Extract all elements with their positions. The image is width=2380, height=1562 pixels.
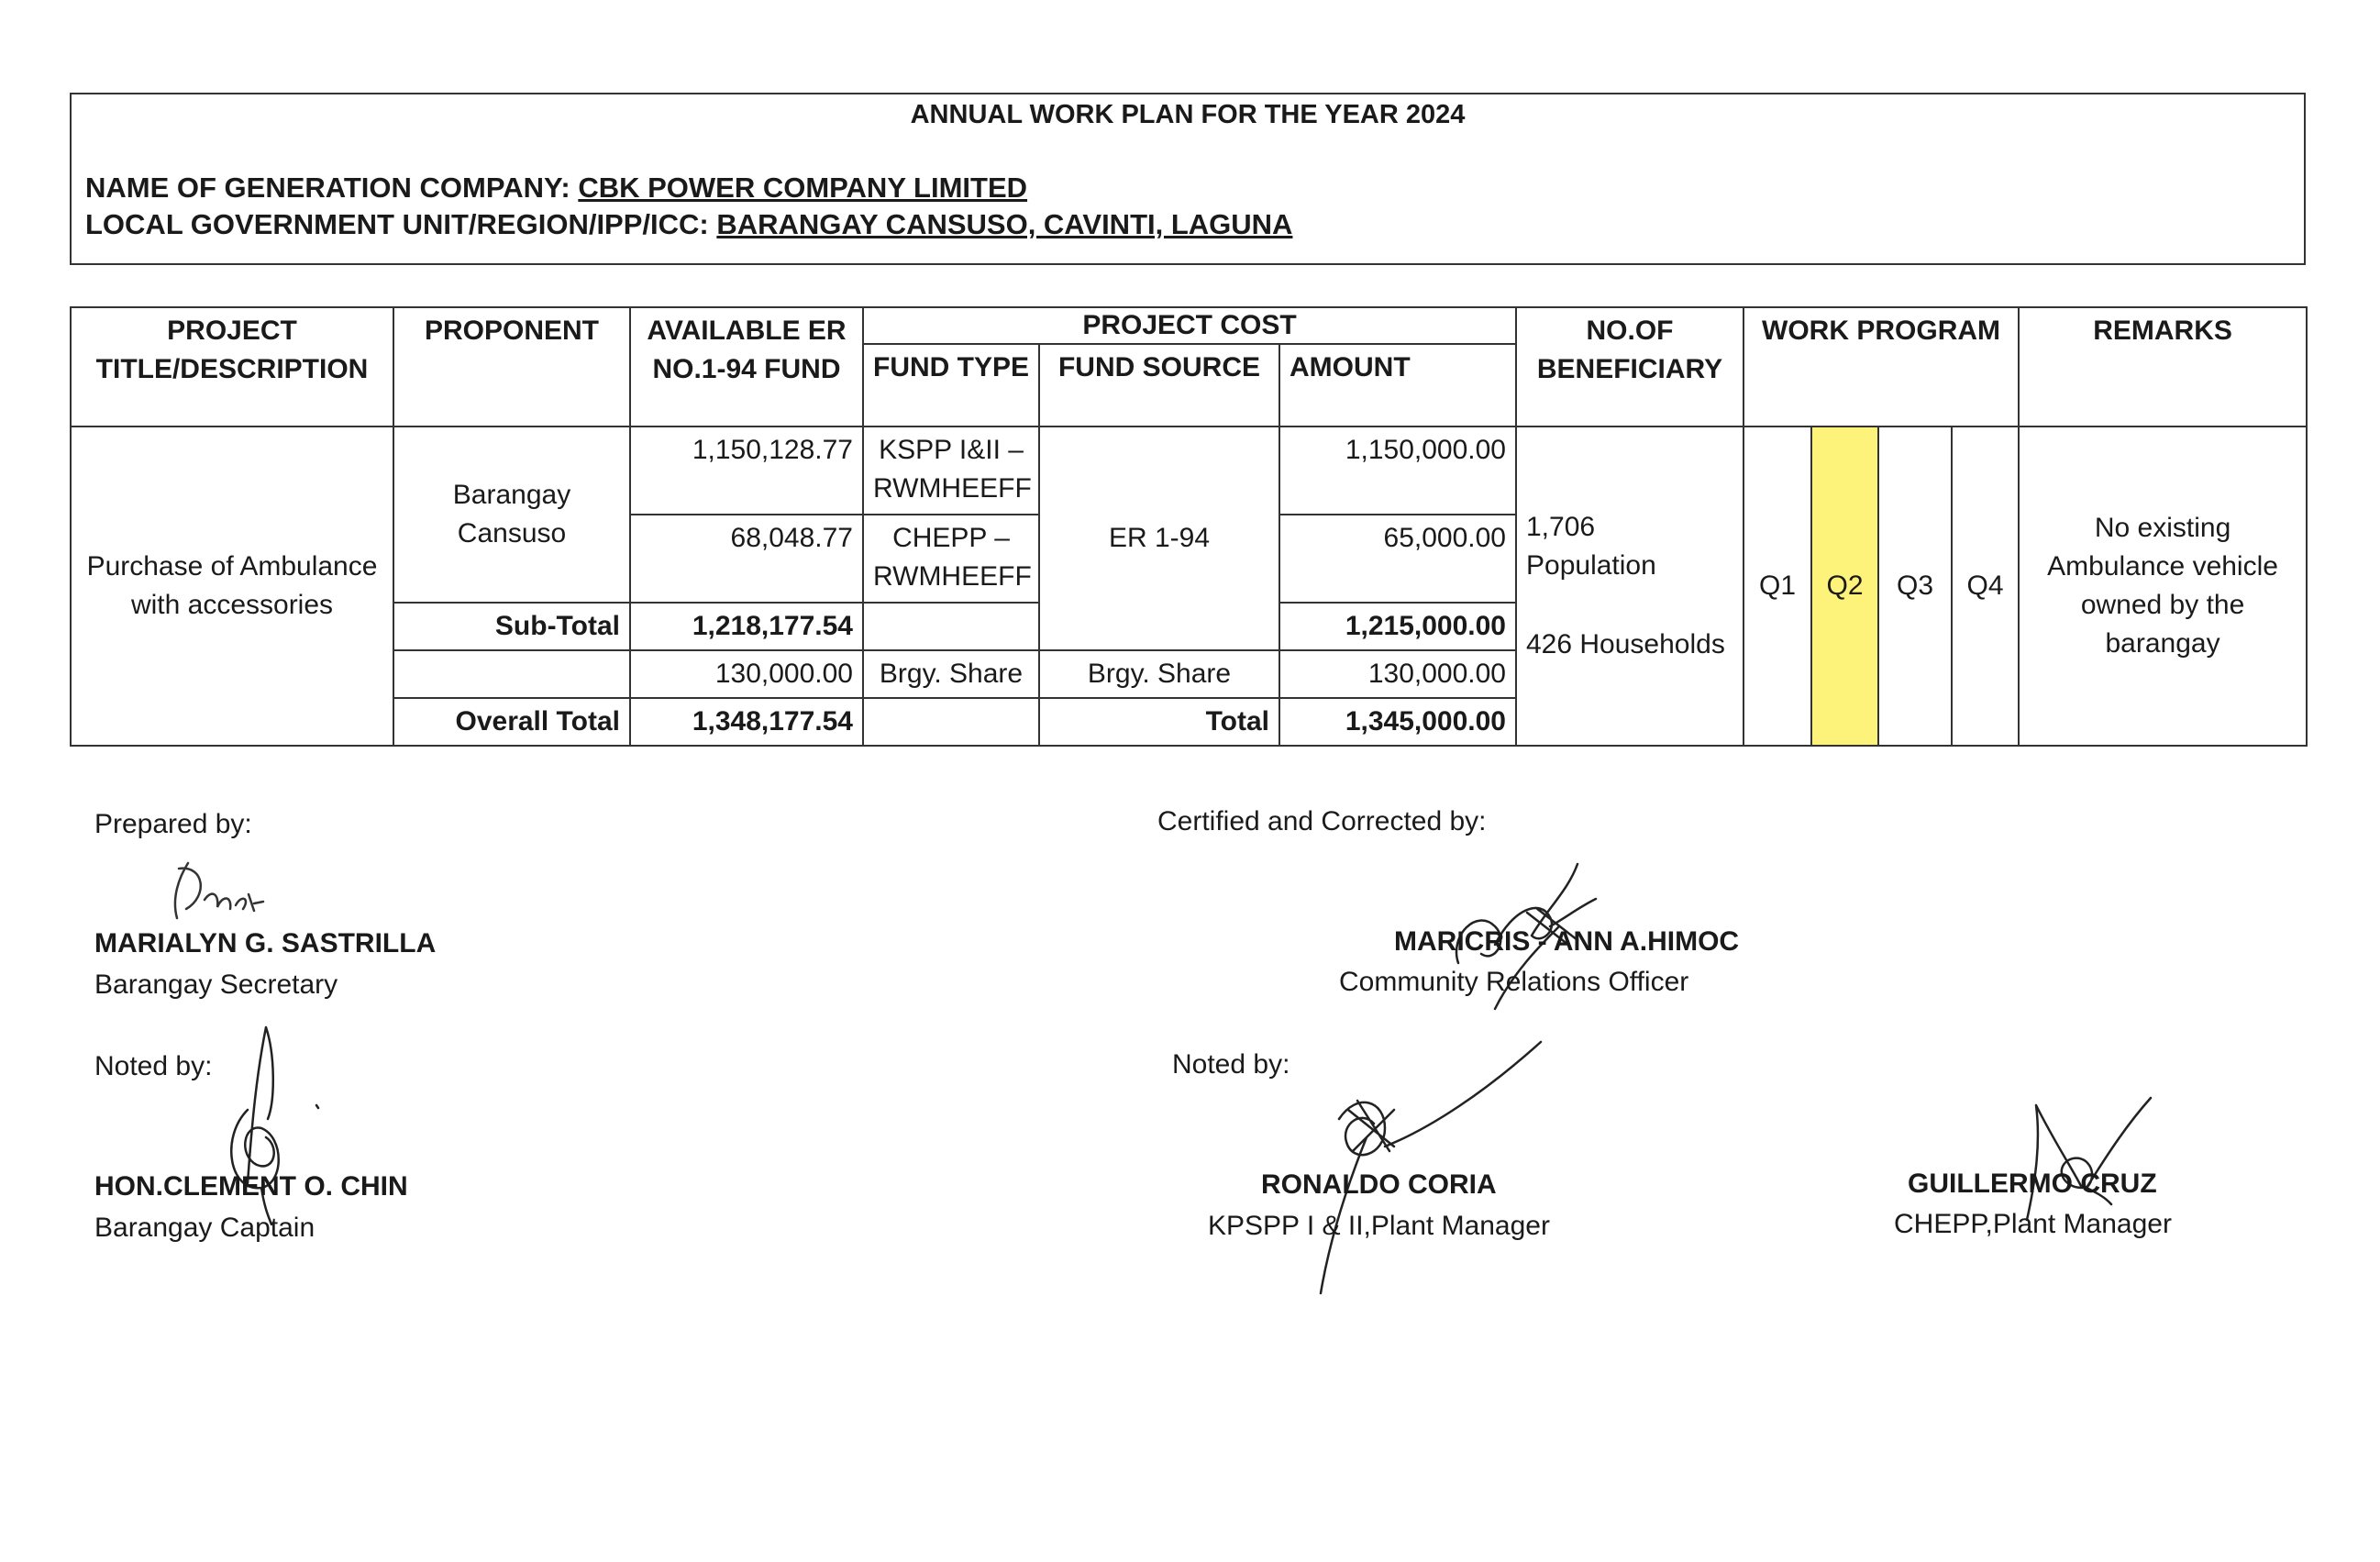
share-fund-type: Brgy. Share	[863, 650, 1039, 698]
company-label: NAME OF GENERATION COMPANY:	[85, 172, 570, 204]
signature-sastrilla	[151, 858, 289, 926]
noted-left-name: HON.CLEMENT O. CHIN	[94, 1171, 408, 1202]
cruz-name: GUILLERMO CRUZ	[1908, 1169, 2157, 1199]
overall-total-label: Overall Total	[393, 698, 630, 746]
overall-fund-type-empty	[863, 698, 1039, 746]
header-fund-source: FUND SOURCE	[1039, 344, 1279, 427]
project-description: Purchase of Ambulance with accessories	[71, 427, 393, 746]
header-beneficiary: NO.OF BENEFICIARY	[1516, 307, 1743, 427]
noted-left-role: Barangay Captain	[94, 1213, 315, 1243]
quarter-q4: Q4	[1952, 427, 2019, 746]
fund-source-cell: ER 1-94	[1039, 427, 1279, 650]
company-line	[85, 172, 1027, 205]
share-amount: 130,000.00	[1279, 650, 1516, 698]
signature-cruz	[1999, 1087, 2155, 1224]
certified-role: Community Relations Officer	[1339, 967, 1689, 997]
quarter-q3: Q3	[1878, 427, 1952, 746]
prepared-by-label: Prepared by:	[94, 809, 252, 839]
noted-by-left-label: Noted by:	[94, 1051, 213, 1081]
subtotal-amount: 1,215,000.00	[1279, 603, 1516, 650]
header-remarks: REMARKS	[2019, 307, 2307, 427]
header-proponent: PROPONENT	[393, 307, 630, 427]
prepared-role: Barangay Secretary	[94, 969, 338, 1000]
certified-by-label: Certified and Corrected by:	[1157, 806, 1487, 836]
remarks-cell: No existing Ambulance vehicle owned by the barangay	[2019, 427, 2307, 746]
header-work-program: WORK PROGRAM	[1743, 307, 2019, 427]
lgu-line	[85, 208, 1292, 241]
beneficiary-population: Population	[1526, 550, 1656, 581]
available-fund-cell: 68,048.77	[630, 515, 863, 603]
certified-name: MARICRIS - ANN A.HIMOC	[1394, 926, 1740, 957]
share-available: 130,000.00	[630, 650, 863, 698]
available-fund-cell: 1,150,128.77	[630, 427, 863, 515]
overall-total-word: Total	[1039, 698, 1279, 746]
header-available-fund: AVAILABLE ER NO.1-94 FUND	[630, 307, 863, 427]
beneficiary-households: 426 Households	[1526, 629, 1725, 659]
fund-type-cell: KSPP I&II – RWMHEEFF	[863, 427, 1039, 515]
fund-type-cell: CHEPP – RWMHEEFF	[863, 515, 1039, 603]
company-value: CBK POWER COMPANY LIMITED	[578, 172, 1028, 204]
share-fund-source: Brgy. Share	[1039, 650, 1279, 698]
overall-total-available: 1,348,177.54	[630, 698, 863, 746]
noted-by-right-label: Noted by:	[1172, 1049, 1290, 1080]
beneficiary-cell	[1516, 427, 1743, 746]
document-header	[70, 93, 2306, 265]
header-fund-type: FUND TYPE	[863, 344, 1039, 427]
lgu-label: LOCAL GOVERNMENT UNIT/REGION/IPP/ICC:	[85, 208, 709, 240]
quarter-q1: Q1	[1743, 427, 1811, 746]
header-amount: AMOUNT	[1279, 344, 1516, 427]
prepared-name: MARIALYN G. SASTRILLA	[94, 928, 437, 958]
header-project: PROJECT TITLE/DESCRIPTION	[71, 307, 393, 427]
subtotal-available: 1,218,177.54	[630, 603, 863, 650]
share-proponent-empty	[393, 650, 630, 698]
coria-role: KPSPP I & II,Plant Manager	[1208, 1211, 1550, 1241]
amount-cell: 65,000.00	[1279, 515, 1516, 603]
document-title: ANNUAL WORK PLAN FOR THE YEAR 2024	[910, 100, 1466, 129]
subtotal-label: Sub-Total	[393, 603, 630, 650]
lgu-value: BARANGAY CANSUSO, CAVINTI, LAGUNA	[716, 208, 1293, 240]
overall-total-amount: 1,345,000.00	[1279, 698, 1516, 746]
work-plan-table	[70, 306, 2308, 747]
cruz-role: CHEPP,Plant Manager	[1894, 1209, 2172, 1239]
subtotal-fund-type-empty	[863, 603, 1039, 650]
quarter-q2: Q2	[1811, 427, 1878, 746]
proponent-cell: Barangay Cansuso	[393, 427, 630, 603]
beneficiary-count: 1,706	[1526, 512, 1596, 542]
amount-cell: 1,150,000.00	[1279, 427, 1516, 515]
coria-name: RONALDO CORIA	[1261, 1169, 1497, 1200]
header-project-cost: PROJECT COST	[863, 307, 1516, 344]
